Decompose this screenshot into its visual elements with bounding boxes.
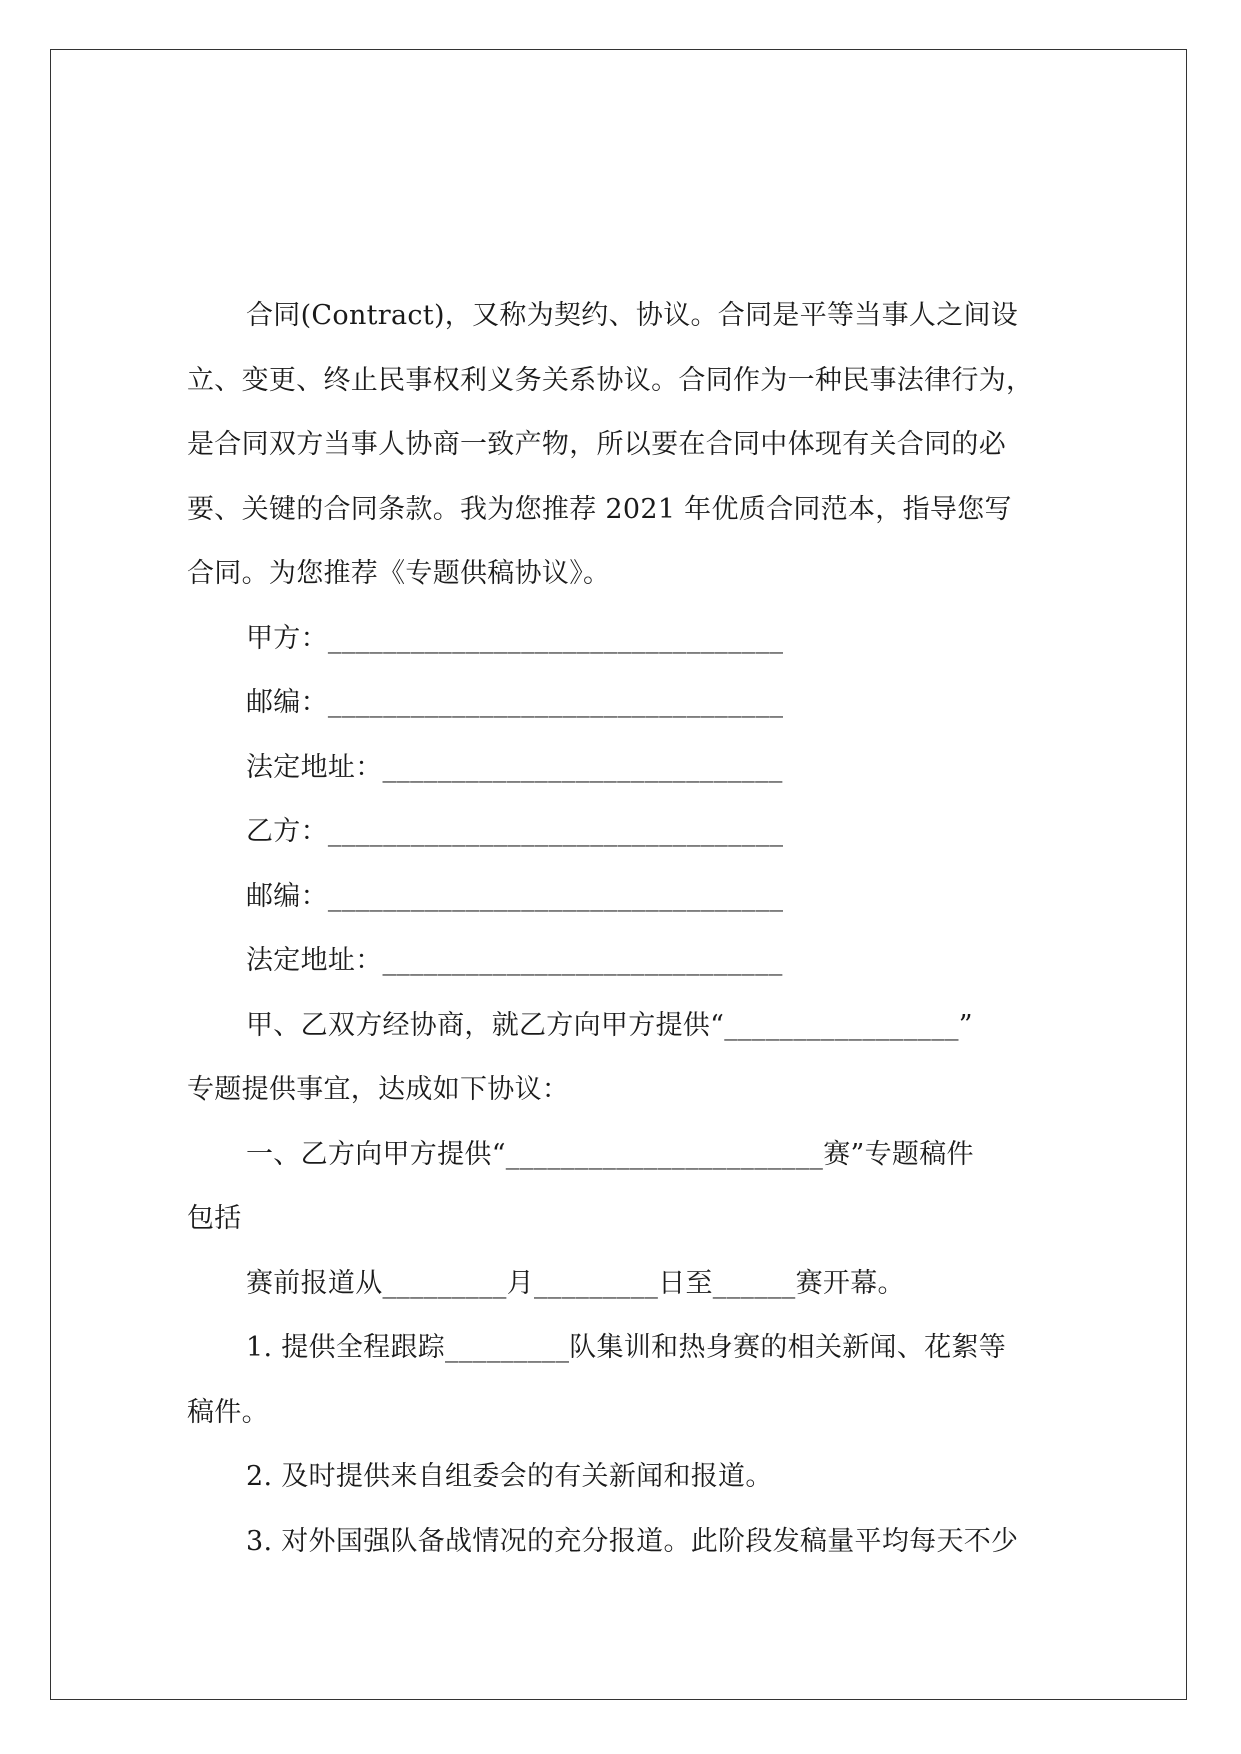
clause-1-line-2: 包括 bbox=[187, 1203, 242, 1234]
intro-paragraph-line-4: 要、关键的合同条款。我为您推荐 2021 年优质合同范本，指导您写 bbox=[187, 493, 1012, 525]
document-body bbox=[187, 284, 1055, 1574]
intro-paragraph-line-1: 合同(Contract)，又称为契约、协议。合同是平等当事人之间设 bbox=[246, 300, 1019, 331]
party-b-address-field: 法定地址：_____________________________ bbox=[246, 945, 783, 976]
item-1-line-1: 1. 提供全程跟踪_________队集训和热身赛的相关新闻、花絮等 bbox=[246, 1332, 1007, 1363]
party-b-field: 乙方：_________________________________ bbox=[246, 816, 784, 847]
party-a-address-field: 法定地址：_____________________________ bbox=[246, 751, 783, 783]
item-1-line-2: 稿件。 bbox=[187, 1396, 269, 1428]
item-3-line: 3. 对外国强队备战情况的充分报道。此阶段发稿量平均每天不少 bbox=[246, 1525, 1019, 1557]
agreement-line-1: 甲、乙双方经协商，就乙方向甲方提供“_________________” bbox=[246, 1009, 973, 1041]
intro-paragraph-line-5: 合同。为您推荐《专题供稿协议》。 bbox=[187, 558, 611, 589]
agreement-line-2: 专题提供事宜，达成如下协议： bbox=[187, 1074, 570, 1105]
party-a-postcode-field: 邮编：_________________________________ bbox=[246, 687, 784, 718]
intro-paragraph-line-2: 立、变更、终止民事权利义务关系协议。合同作为一种民事法律行为， bbox=[187, 364, 1034, 396]
pre-event-reporting-line: 赛前报道从_________月_________日至______赛开幕。 bbox=[246, 1267, 905, 1299]
clause-1-line-1: 一、乙方向甲方提供“_______________________赛”专题稿件 bbox=[246, 1138, 974, 1170]
item-2-line: 2. 及时提供来自组委会的有关新闻和报道。 bbox=[246, 1461, 773, 1492]
party-b-postcode-field: 邮编：_________________________________ bbox=[246, 880, 784, 912]
intro-paragraph-line-3: 是合同双方当事人协商一致产物，所以要在合同中体现有关合同的必 bbox=[187, 429, 1006, 460]
party-a-field: 甲方：_________________________________ bbox=[246, 622, 784, 654]
